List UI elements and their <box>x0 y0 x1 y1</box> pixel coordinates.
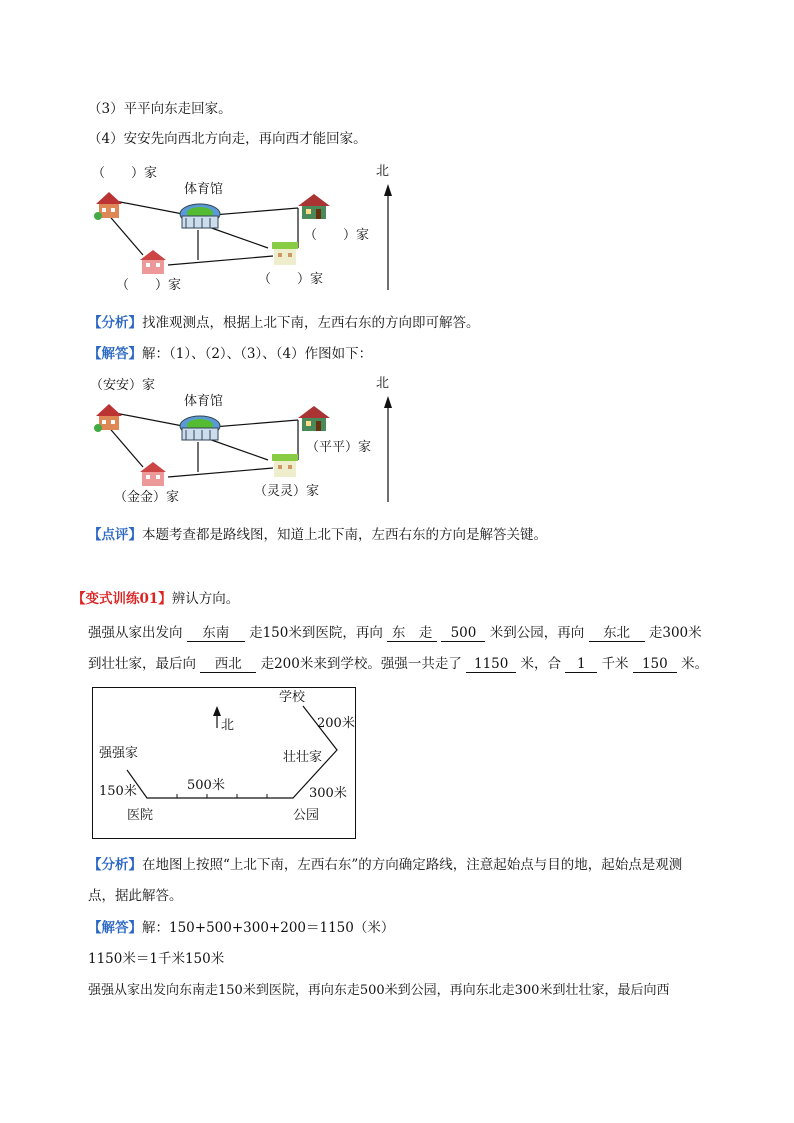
stadium-icon <box>178 412 222 446</box>
answer-text: 解：150+500+300+200＝1150（米） <box>142 920 395 936</box>
distance-200: 200米 <box>317 716 355 731</box>
house-icon <box>138 460 168 488</box>
analysis-tag: 【分析】 <box>88 857 142 873</box>
stadium-label: 体育馆 <box>184 394 224 409</box>
text: 米。 <box>681 656 709 672</box>
blank-6: 1150 <box>466 656 516 673</box>
text: 千米 <box>601 656 629 672</box>
blank-4: 东北 <box>589 625 645 642</box>
house-label-r: （ ）家 <box>304 228 370 243</box>
text: 强强从家出发向 <box>88 625 183 641</box>
variant-line-2 <box>88 655 708 673</box>
review-1 <box>88 526 547 544</box>
review-text: 本题考查都是路线图，知道上北下南，左西右东的方向是解答关键。 <box>142 527 547 543</box>
analysis-2-cont: 点，据此解答。 <box>88 888 183 904</box>
stadium-icon <box>178 200 222 234</box>
text: 米到公园，再向 <box>489 625 585 641</box>
hospital-label: 医院 <box>127 808 154 823</box>
house-label-br: （ ）家 <box>258 272 324 287</box>
variant-line-1 <box>88 624 702 642</box>
answer-1 <box>88 345 372 363</box>
answer-2 <box>88 919 394 937</box>
analysis-1 <box>88 314 480 332</box>
route-map-strong <box>92 687 356 839</box>
house-label-r: （平平）家 <box>306 440 372 455</box>
distance-300: 300米 <box>309 786 347 801</box>
analysis-tag: 【分析】 <box>88 315 142 331</box>
blank-1: 东南 <box>187 625 245 642</box>
house-label-br: （灵灵）家 <box>254 484 320 499</box>
qiang-home-label: 强强家 <box>99 746 139 761</box>
variant-tag: 【变式训练01】 <box>72 591 172 607</box>
item-4: （4）安安先向西北方向走，再向西才能回家。 <box>88 131 367 147</box>
distance-150: 150米 <box>99 784 137 799</box>
house-label-bl: （ ）家 <box>116 278 182 293</box>
house-icon <box>270 240 300 268</box>
house-icon <box>94 402 124 432</box>
blank-2: 东 走 <box>387 625 437 642</box>
house-icon <box>270 452 300 480</box>
house-icon <box>296 404 332 432</box>
house-label-tl: （ ）家 <box>92 166 158 181</box>
north-label: 北 <box>221 718 235 733</box>
text: 走150米到医院，再向 <box>249 625 383 641</box>
blank-5: 西北 <box>200 656 256 673</box>
park-label: 公园 <box>293 808 320 823</box>
school-label: 学校 <box>279 690 306 705</box>
answer-2-line-3: 强强从家出发向东南走150米到医院，再向东走500米到公园，再向东北走300米到壮壮家，最后向西 <box>88 983 670 998</box>
analysis-text: 找准观测点，根据上北下南，左西右东的方向即可解答。 <box>142 315 480 331</box>
answer-text: 解：（1）、（2）、（3）、（4）作图如下： <box>142 346 373 362</box>
zhuang-home-label: 壮壮家 <box>283 750 323 765</box>
house-icon <box>94 190 124 220</box>
north-label: 北 <box>376 376 390 391</box>
stadium-label: 体育馆 <box>184 182 224 197</box>
north-label: 北 <box>376 164 390 179</box>
text: 米，合 <box>520 656 561 672</box>
blank-7: 1 <box>565 656 597 673</box>
answer-tag: 【解答】 <box>88 346 142 362</box>
house-icon <box>138 248 168 276</box>
text: 到壮壮家，最后向 <box>88 656 196 672</box>
blank-8: 150 <box>633 656 677 673</box>
analysis-text: 在地图上按照“上北下南，左西右东”的方向确定路线，注意起始点与目的地，起始点是观测 <box>142 857 683 873</box>
route-map-answer <box>88 372 398 512</box>
variant-title: 辨认方向。 <box>171 591 240 607</box>
answer-tag: 【解答】 <box>88 920 142 936</box>
distance-500: 500米 <box>187 778 225 793</box>
house-label-bl: （金金）家 <box>114 490 180 505</box>
text: 走200米来到学校。强强一共走了 <box>260 656 462 672</box>
text: 走300米 <box>648 625 702 641</box>
variant-header <box>72 590 239 608</box>
answer-2-line-2: 1150米＝1千米150米 <box>88 951 225 967</box>
house-label-tl: （安安）家 <box>90 378 156 393</box>
analysis-2 <box>88 856 682 874</box>
route-map-question <box>88 160 398 300</box>
house-icon <box>296 192 332 220</box>
review-tag: 【点评】 <box>88 527 142 543</box>
item-3: （3）平平向东走回家。 <box>88 101 232 117</box>
blank-3: 500 <box>441 625 485 642</box>
